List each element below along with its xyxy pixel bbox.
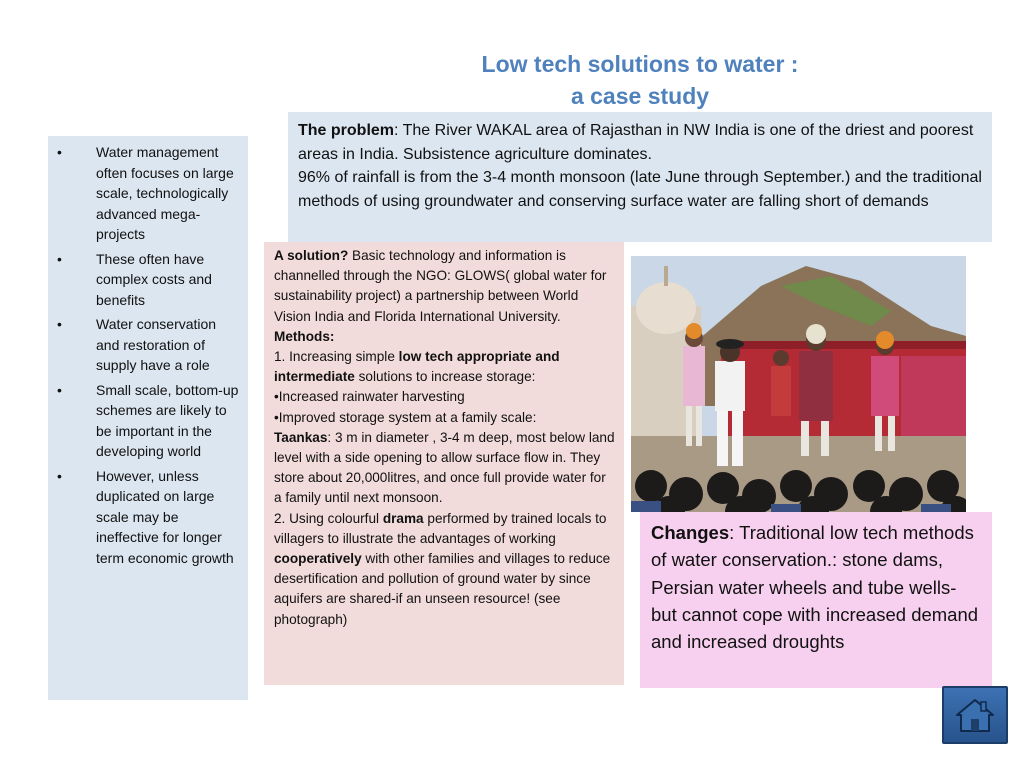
solution-box bbox=[264, 242, 624, 685]
method-2-mid: performed by trained locals to villagers to illustrate the advantages of working bbox=[274, 510, 607, 546]
sidebar-bullet bbox=[48, 466, 240, 569]
sidebar-bullet-text: These often have complex costs and benefits bbox=[96, 250, 212, 308]
changes-text: : Traditional low tech methods of water conservation.: stone dams, Persian water wheels and tube wells- but cannot cope with increased demand and increased droughts bbox=[651, 522, 979, 653]
sidebar-bullet-text: Small scale, bottom-up schemes are likely to be important in the developing world bbox=[96, 381, 239, 459]
problem-text-1: : The River WAKAL area of Rajasthan in NW India is one of the driest and poorest areas in India. Subsistence agriculture dominates. bbox=[298, 122, 974, 163]
changes-label: Changes bbox=[651, 522, 730, 543]
methods-heading bbox=[274, 327, 616, 347]
title-line-2: a case study bbox=[570, 83, 710, 109]
method-1-suffix: solutions to increase storage: bbox=[354, 369, 536, 385]
sidebar-bullet-text: Water management often focuses on large scale, technologically advanced mega-projects bbox=[96, 144, 234, 242]
method-2-prefix: 2. Using colourful bbox=[274, 510, 383, 526]
photo-illustration bbox=[631, 256, 966, 512]
sidebar-bullet bbox=[48, 380, 240, 462]
taankas-description bbox=[274, 428, 616, 509]
drama-photograph bbox=[631, 256, 966, 512]
title-line-1: Low tech solutions to water : bbox=[481, 51, 799, 77]
solution-label: A solution? bbox=[274, 248, 349, 263]
bullet-icon: • bbox=[57, 144, 62, 160]
home-button[interactable] bbox=[942, 686, 1008, 744]
bullet-icon: • bbox=[57, 250, 62, 267]
method-2-bold-cooperatively: cooperatively bbox=[274, 551, 362, 567]
home-icon bbox=[953, 693, 997, 737]
sidebar-bullet-list bbox=[48, 142, 240, 568]
methods-label: Methods: bbox=[274, 328, 335, 344]
taankas-label: Taankas bbox=[274, 429, 328, 445]
sidebar-bullet-text: However, unless duplicated on large scale may be ineffective for longer term economic growth bbox=[96, 467, 234, 566]
solution-intro-text: Basic technology and information is channelled through the NGO: GLOWS( global water for sustainability project) a partnership between World Vision India and Florida International University. bbox=[274, 248, 607, 324]
method-1-bold: low tech appropriate and intermediate bbox=[274, 349, 560, 385]
method-bullet-1: •Increased rainwater harvesting bbox=[274, 389, 465, 405]
bullet-icon: • bbox=[57, 316, 62, 332]
method-bullet-2: •Improved storage system at a family scale: bbox=[274, 409, 537, 425]
taankas-text: : 3 m in diameter , 3-4 m deep, most below land level with a side opening to allow surface flow in. They store about 20,000litres, and once full provide water for a family until next monsoon. bbox=[274, 429, 615, 506]
solution-intro bbox=[274, 246, 616, 327]
bullet-icon: • bbox=[57, 467, 62, 484]
sidebar-bullet-text: Water conservation and restoration of supply have a role bbox=[96, 316, 217, 373]
method-2 bbox=[274, 509, 616, 630]
sidebar-bullet bbox=[48, 249, 240, 311]
bullet-icon: • bbox=[57, 381, 62, 398]
method-1 bbox=[274, 347, 616, 387]
method-1-prefix: 1. Increasing simple bbox=[274, 349, 399, 365]
problem-text-2: 96% of rainfall is from the 3-4 month monsoon (late June through September.) and the traditional methods of using groundwater and conserving surface water are falling short of demands bbox=[298, 169, 982, 210]
sidebar-box bbox=[48, 136, 248, 700]
method-2-suffix: with other families and villages to reduce desertification and pollution of ground water by since aquifers are shared-if an unseen resource! (see photograph) bbox=[274, 551, 611, 627]
problem-label: The problem bbox=[298, 122, 395, 139]
method-2-bold-drama: drama bbox=[382, 510, 424, 526]
problem-box bbox=[288, 112, 992, 242]
changes-box bbox=[640, 512, 992, 688]
sidebar-bullet bbox=[48, 142, 240, 245]
sidebar-bullet bbox=[48, 314, 240, 376]
slide-title bbox=[440, 48, 840, 112]
